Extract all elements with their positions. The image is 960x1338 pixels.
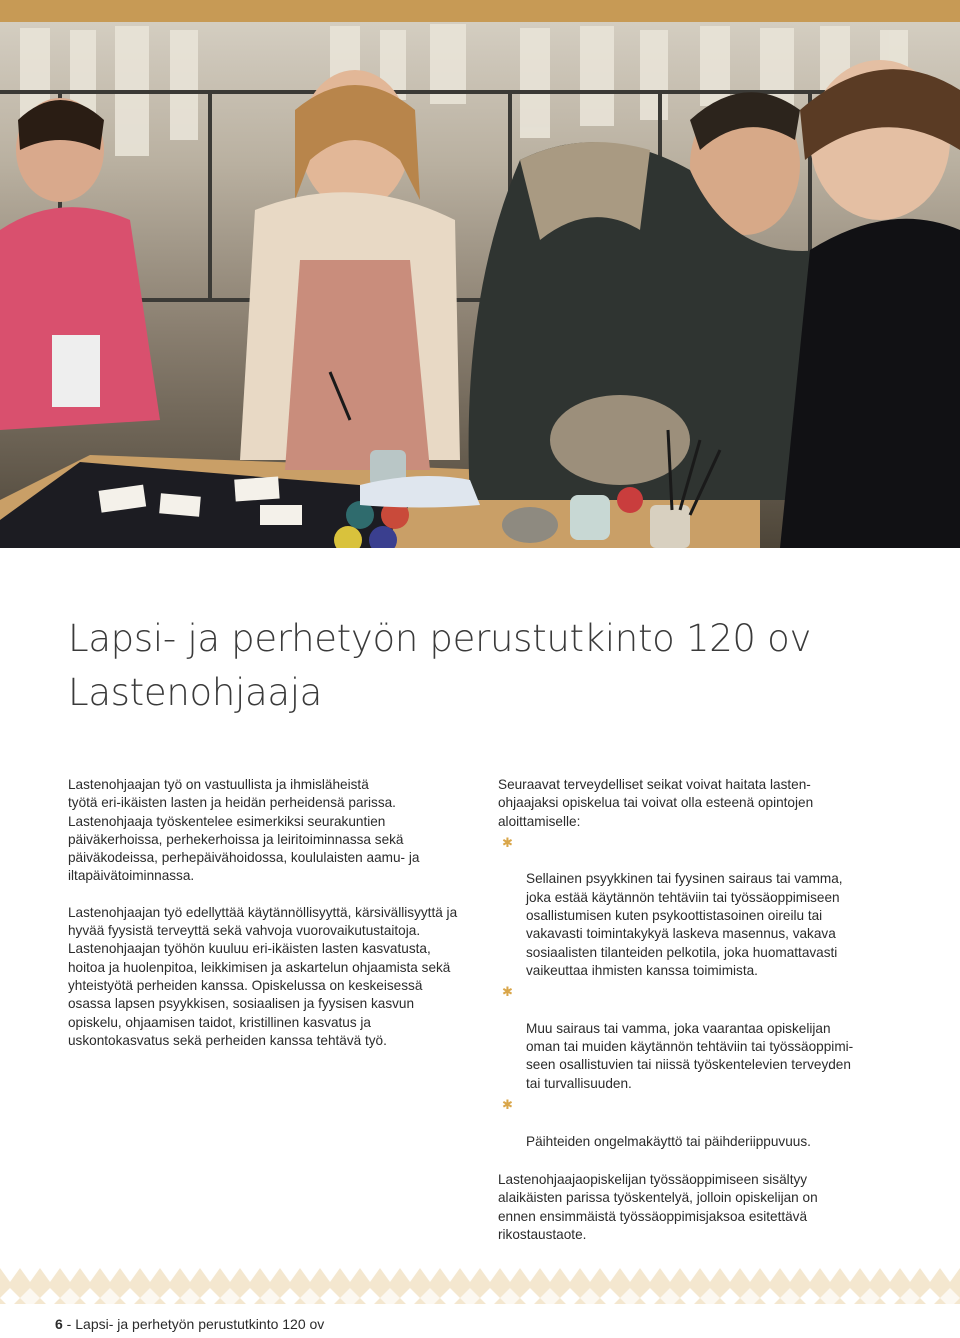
footer-title: Lapsi- ja perhetyön perustutkinto 120 ov — [75, 1316, 325, 1332]
list-item — [498, 983, 898, 1093]
asterisk-bullet-icon: ✱ — [502, 1097, 513, 1113]
intro-paragraph: Lastenohjaajan työ on vastuullista ja ihmisläheistä työtä eri-ikäisten lasten ja heidän perheidensä parissa. Lastenohjaaja työskentelee esimerkiksi seurakuntien päiväkerhoissa, perhekerhoissa ja leiritoiminnassa sekä päiväkodeissa, perhepäivähoidossa, koululaisten aamu- ja iltapäivätoiminnassa. — [68, 777, 420, 884]
criminal-record-paragraph: Lastenohjaajaopiskelijan työssäoppimiseen sisältyy alaikäisten parissa työskentelyä, jolloin opiskelijan on ennen ensimmäistä työssäoppimisjaksoa esitettävä rikostaustaote. — [498, 1171, 818, 1242]
asterisk-bullet-icon: ✱ — [502, 834, 513, 850]
right-column — [498, 776, 898, 1244]
page-number: 6 — [55, 1316, 63, 1332]
list-item-text: Sellainen psyykkinen tai fyysinen sairaus tai vamma, joka estää käytännön tehtäviin tai työssäoppimiseen osallistumisen kuten psykoottistasoinen oireilu tai vakavasti toimintakykyä laskeva masennus, vakava sosiaalisten tilanteiden pelkotila, joka huomattavasti vaikeuttaa ihmisten kanssa toimimista. — [526, 871, 843, 978]
requirements-paragraph: Lastenohjaajan työ edellyttää käytännöllisyyttä, kärsivällisyyttä ja hyvää fyysistä terveyttä sekä vahvoja vuorovaikutustaitoja. Lastenohjaajan työhön kuuluu eri-ikäisten lasten kasvatusta, hoitoa ja huolenpitoa, leikkimisen ja askartelun ohjaamista sekä yhteistyötä perheiden kanssa. Opiskelussa on keskeisessä osassa lapsen psyykkisen, sosiaalisen ja fyysisen kasvun opiskelu, ohjaamisen taidot, kristillinen kasvatus ja uskontokasvatus sekä perheiden kanssa tehtävä työ. — [68, 904, 458, 1048]
zigzag-pattern-icon — [0, 1268, 960, 1308]
title-line-2: Lastenohjaaja — [68, 671, 323, 714]
left-column — [68, 776, 468, 1050]
list-item-text: Päihteiden ongelmakäyttö tai päihderiippuvuus. — [526, 1133, 811, 1149]
footer-separator: - — [62, 1316, 76, 1332]
page-footer — [55, 1316, 324, 1332]
photo-illustration — [0, 0, 960, 548]
list-item-text: Muu sairaus tai vamma, joka vaarantaa opiskelijan oman tai muiden käytännön tehtäviin tai työssäoppimi- seen osallistuvien tai niissä työskentelevien terveyden tai turvallisuuden. — [526, 1020, 854, 1091]
health-conditions-list — [498, 834, 898, 1151]
header-photo — [0, 0, 960, 548]
list-item — [498, 834, 898, 980]
asterisk-bullet-icon: ✱ — [502, 984, 513, 1000]
title-line-1: Lapsi- ja perhetyön perustutkinto 120 ov — [68, 617, 812, 660]
health-intro-paragraph: Seuraavat terveydelliset seikat voivat haitata lasten- ohjaajaksi opiskelua tai voivat olla esteenä opintojen aloittamiselle: — [498, 777, 814, 829]
list-item — [498, 1096, 898, 1151]
page-title — [68, 612, 908, 720]
